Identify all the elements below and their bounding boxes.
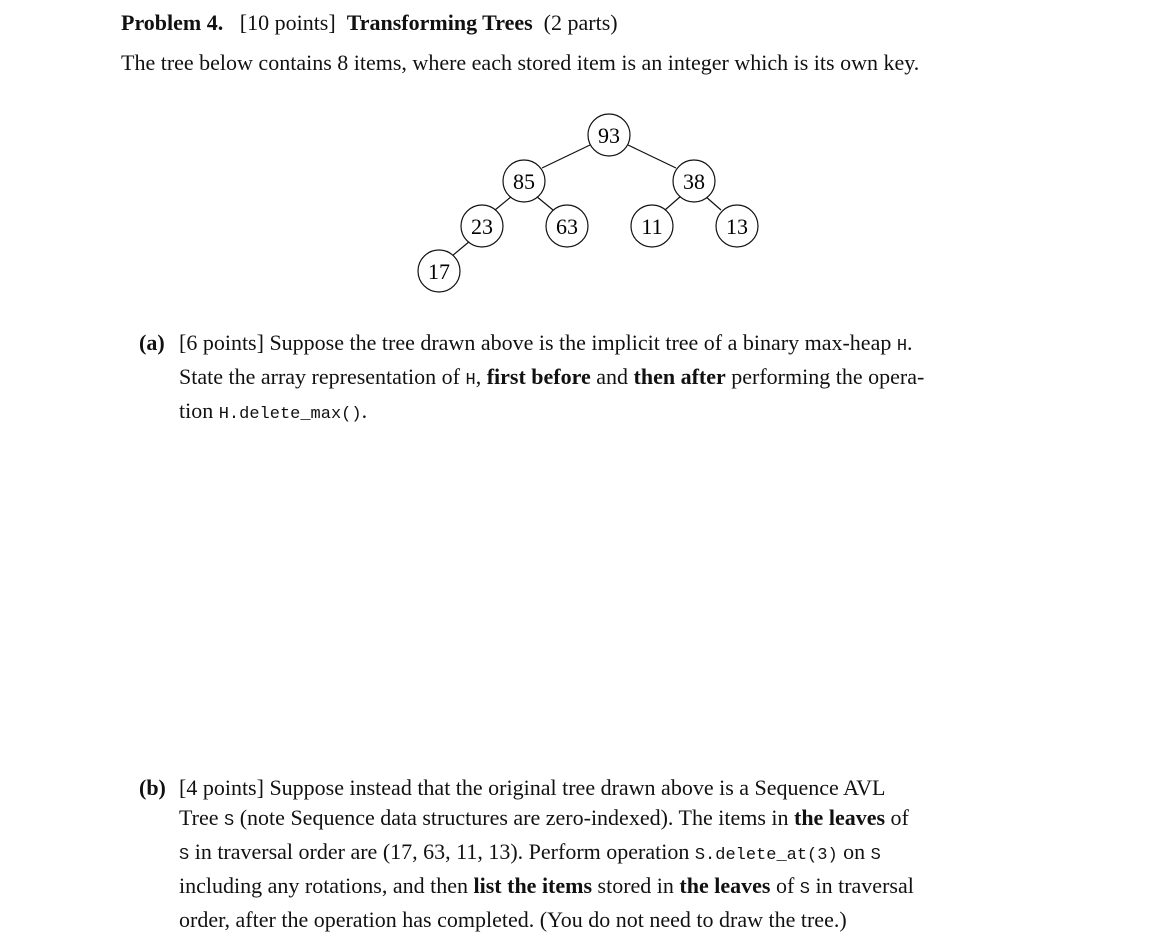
text-span: .	[907, 330, 913, 355]
node-label: 13	[726, 214, 748, 239]
tree-node	[503, 160, 545, 202]
node-label: 11	[641, 214, 663, 239]
text-span: . Perform operation	[517, 839, 695, 864]
tree-node	[673, 160, 715, 202]
code-span: S	[179, 846, 190, 865]
bold-span: the leaves	[794, 805, 886, 830]
code-span: S	[799, 880, 810, 899]
part-b	[139, 773, 1019, 935]
text-span: (note Sequence data structures are zero-indexed). The items in	[234, 805, 794, 830]
text-span: of	[885, 805, 909, 830]
code-span: H	[465, 371, 476, 390]
problem-title: Transforming Trees	[346, 10, 533, 35]
edge-38-13	[705, 196, 721, 210]
edge-93-85	[542, 145, 590, 168]
text-span: tion	[179, 398, 219, 423]
tree-node	[631, 205, 673, 247]
edge-38-11	[665, 196, 681, 210]
code-span: S	[870, 846, 881, 865]
math-span: (17, 63, 11, 13)	[382, 839, 518, 864]
bold-span: the leaves	[679, 873, 771, 898]
text-span: in traversal order are	[189, 839, 383, 864]
part-a	[139, 328, 1019, 430]
intro-count: 8	[337, 50, 349, 75]
part-b-text	[179, 773, 1019, 935]
node-label: 17	[428, 259, 450, 284]
text-span: order, after the operation has completed. (You do not need to draw the tree.)	[179, 907, 847, 932]
problem-points: [10 points]	[239, 10, 336, 35]
text-span: ,	[475, 364, 487, 389]
code-span: H.delete_max()	[218, 405, 362, 424]
tree-node	[588, 114, 630, 156]
text-span: [4 points] Suppose instead that the original tree drawn above is a Sequence AVL	[179, 775, 886, 800]
edge-85-63	[536, 196, 553, 210]
edge-23-17	[452, 241, 470, 256]
tree-node	[418, 250, 460, 292]
code-span: S.delete_at(3)	[694, 846, 838, 865]
text-span: .	[361, 398, 368, 423]
edge-85-23	[495, 196, 512, 210]
code-span: H	[896, 337, 908, 356]
part-a-label: (a)	[139, 330, 165, 355]
tree-node	[461, 205, 503, 247]
node-label: 93	[598, 123, 620, 148]
text-span: State the array representation of	[179, 364, 466, 389]
text-span: [6 points] Suppose the tree drawn above is the implicit tree of a binary max-heap	[179, 330, 897, 355]
text-span: and	[590, 364, 634, 389]
edge-93-38	[628, 145, 676, 168]
text-span: in traversal	[809, 873, 914, 898]
tree-node	[716, 205, 758, 247]
part-a-text	[179, 328, 1019, 430]
tree-nodes	[418, 114, 758, 292]
code-span: S	[224, 812, 235, 831]
intro-post: items, where each stored item is an integer which is its own key.	[348, 50, 920, 75]
problem-label: Problem 4.	[121, 10, 224, 35]
text-span: stored in	[592, 873, 680, 898]
text-span: Tree	[179, 805, 225, 830]
bold-span: list the items	[473, 873, 593, 898]
intro-pre: The tree below contains	[121, 50, 338, 75]
text-span: performing the opera-	[725, 364, 925, 389]
node-label: 38	[683, 169, 705, 194]
tree-node	[546, 205, 588, 247]
bold-span: then after	[633, 364, 726, 389]
part-b-label: (b)	[139, 775, 166, 800]
text-span: including any rotations, and then	[179, 873, 474, 898]
binary-tree-figure	[0, 0, 1176, 320]
problem-parts: (2 parts)	[543, 10, 618, 35]
node-label: 23	[471, 214, 493, 239]
text-span: of	[770, 873, 800, 898]
text-span: on	[837, 839, 871, 864]
node-label: 63	[556, 214, 578, 239]
bold-span: first before	[486, 364, 591, 389]
node-label: 85	[513, 169, 535, 194]
